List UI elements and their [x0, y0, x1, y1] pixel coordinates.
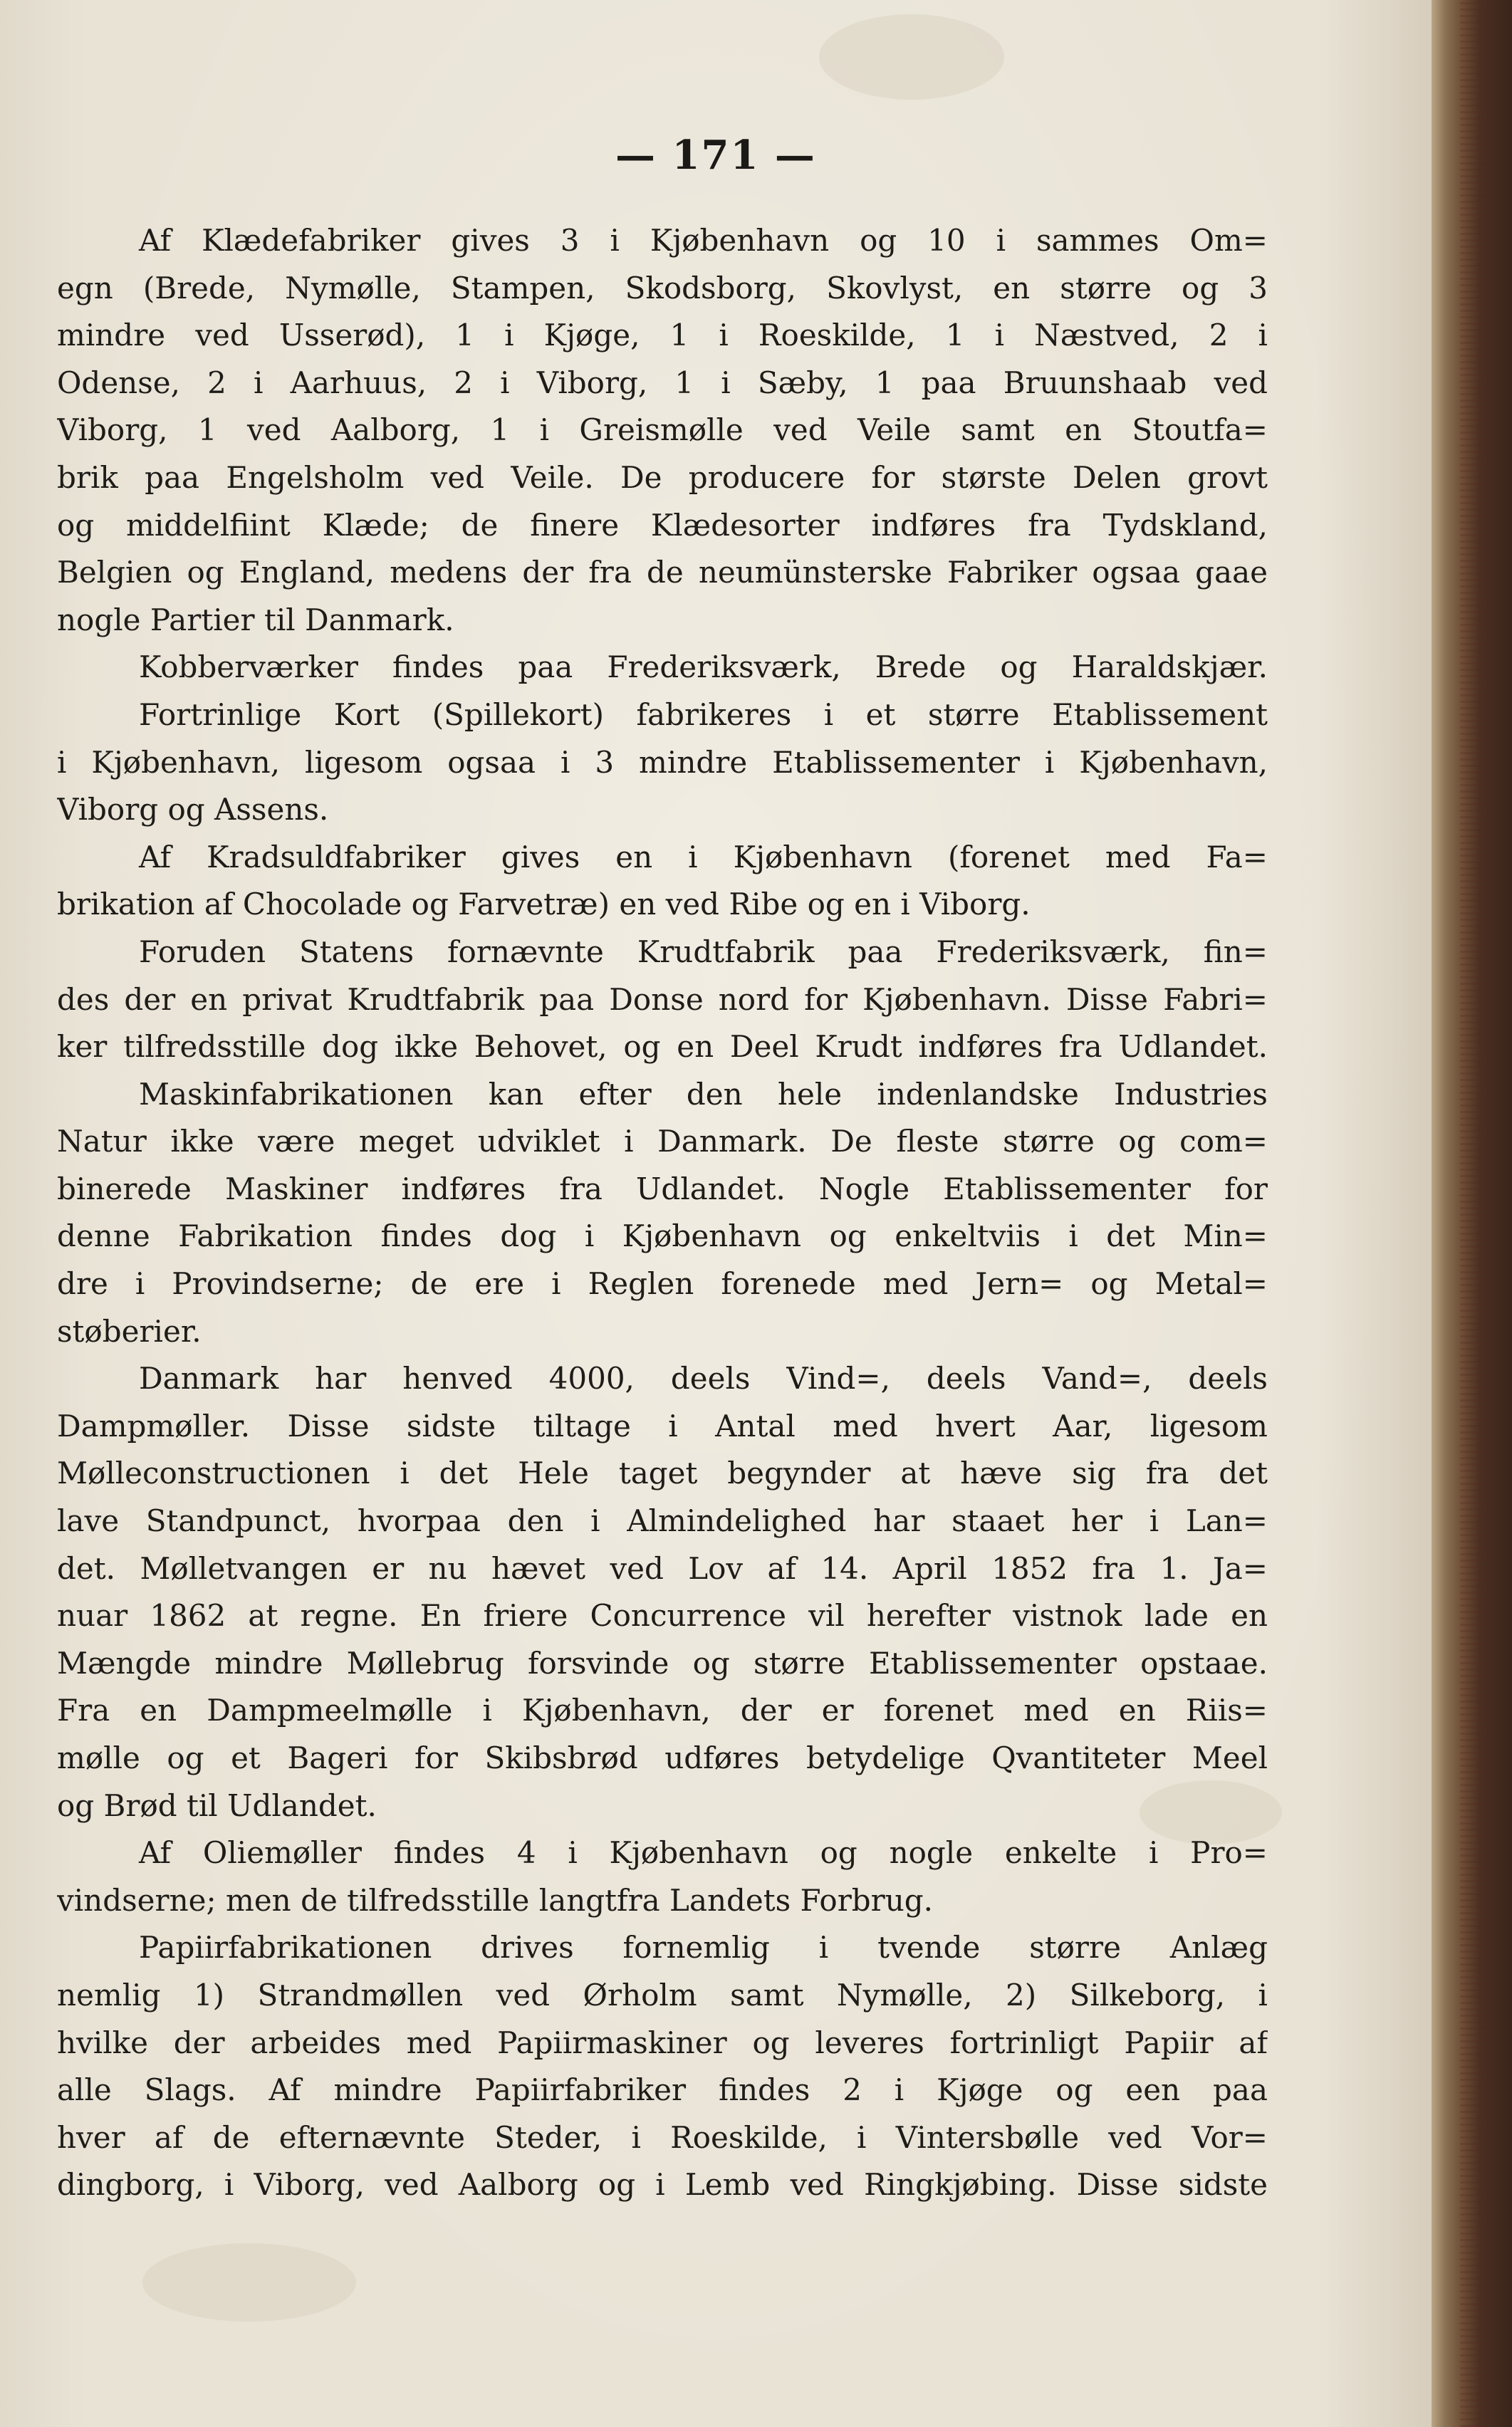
- text-line: Mølleconstructionen i det Hele taget begynder at hæve sig fra det: [57, 1456, 1268, 1491]
- text-line: Af Klædefabriker gives 3 i Kjøbenhavn og 10 i sammes Om=: [139, 223, 1268, 258]
- paper-stain: [142, 2243, 356, 2322]
- text-line: Af Oliemøller findes 4 i Kjøbenhavn og nogle enkelte i Pro=: [139, 1835, 1268, 1871]
- text-line: Odense, 2 i Aarhuus, 2 i Viborg, 1 i Sæby, 1 paa Bruunshaab ved: [57, 365, 1268, 400]
- text-line: nemlig 1) Strandmøllen ved Ørholm samt Nymølle, 2) Silkeborg, i: [57, 1977, 1268, 2013]
- page-number: — 171 —: [615, 132, 816, 179]
- text-line: og middelfiint Klæde; de finere Klædesorter indføres fra Tydskland,: [57, 507, 1268, 543]
- text-line: nogle Partier til Danmark.: [57, 602, 454, 637]
- text-line: Fortrinlige Kort (Spillekort) fabrikeres i et større Etablissement: [139, 696, 1268, 732]
- text-line: egn (Brede, Nymølle, Stampen, Skodsborg, Skovlyst, en større og 3: [57, 270, 1268, 306]
- text-line: i Kjøbenhavn, ligesom ogsaa i 3 mindre Etablissementer i Kjøbenhavn,: [57, 744, 1268, 780]
- text-line: ker tilfredsstille dog ikke Behovet, og en Deel Krudt indføres fra Udlandet.: [57, 1029, 1268, 1065]
- text-line: vindserne; men de tilfredsstille langtfra Landets Forbrug.: [57, 1882, 934, 1918]
- text-line: Belgien og England, medens der fra de neumünsterske Fabriker ogsaa gaae: [57, 555, 1268, 590]
- text-line: det. Mølletvangen er nu hævet ved Lov af 14. April 1852 fra 1. Ja=: [57, 1550, 1268, 1586]
- text-line: Af Kradsuldfabriker gives en i Kjøbenhavn (forenet med Fa=: [139, 839, 1268, 875]
- text-line: hver af de efternævnte Steder, i Roeskilde, i Vintersbølle ved Vor=: [57, 2119, 1268, 2155]
- paper-stain: [819, 14, 1004, 100]
- page-edges: [1460, 0, 1486, 2427]
- text-line: des der en privat Krudtfabrik paa Donse nord for Kjøbenhavn. Disse Fabri=: [57, 981, 1268, 1017]
- text-line: Danmark har henved 4000, deels Vind=, deels Vand=, deels: [139, 1361, 1268, 1397]
- text-line: Papiirfabrikationen drives fornemlig i tvende større Anlæg: [139, 1930, 1268, 1966]
- text-line: binerede Maskiner indføres fra Udlandet. Nogle Etablissementer for: [57, 1171, 1268, 1206]
- text-line: lave Standpunct, hvorpaa den i Almindelighed har staaet her i Lan=: [57, 1503, 1268, 1539]
- text-line: Foruden Statens fornævnte Krudtfabrik paa Frederiksværk, fin=: [139, 934, 1268, 969]
- text-line: brik paa Engelsholm ved Veile. De producere for største Delen grovt: [57, 459, 1268, 495]
- text-line: nuar 1862 at regne. En friere Concurrence vil herefter vistnok lade en: [57, 1598, 1268, 1634]
- text-line: dre i Provindserne; de ere i Reglen forenede med Jern= og Metal=: [57, 1266, 1268, 1302]
- text-line: Viborg og Assens.: [57, 792, 329, 828]
- text-line: Kobberværker findes paa Frederiksværk, Brede og Haraldskjær.: [139, 649, 1268, 685]
- text-line: mindre ved Usserød), 1 i Kjøge, 1 i Roeskilde, 1 i Næstved, 2 i: [57, 318, 1268, 353]
- text-line: og Brød til Udlandet.: [57, 1787, 377, 1823]
- text-line: alle Slags. Af mindre Papiirfabriker findes 2 i Kjøge og een paa: [57, 2072, 1268, 2108]
- text-line: denne Fabrikation findes dog i Kjøbenhavn og enkeltviis i det Min=: [57, 1218, 1268, 1254]
- text-line: Fra en Dampmeelmølle i Kjøbenhavn, der er forenet med en Riis=: [57, 1693, 1268, 1728]
- text-line: brikation af Chocolade og Farvetræ) en ved Ribe og en i Viborg.: [57, 887, 1031, 922]
- text-line: mølle og et Bageri for Skibsbrød udføres betydelige Qvantiteter Meel: [57, 1740, 1268, 1775]
- text-line: Natur ikke være meget udviklet i Danmark. De fleste større og com=: [57, 1124, 1268, 1159]
- text-line: hvilke der arbeides med Papiirmaskiner og leveres fortrinligt Papiir af: [57, 2025, 1268, 2060]
- text-line: Viborg, 1 ved Aalborg, 1 i Greismølle ved Veile samt en Stoutfa=: [57, 412, 1268, 448]
- text-line: Mængde mindre Møllebrug forsvinde og større Etablissementer opstaae.: [57, 1645, 1268, 1681]
- text-line: dingborg, i Viborg, ved Aalborg og i Lemb ved Ringkjøbing. Disse sidste: [57, 2167, 1268, 2203]
- body-text: [57, 217, 1268, 2209]
- text-line: støberier.: [57, 1313, 202, 1349]
- text-line: Dampmøller. Disse sidste tiltage i Antal med hvert Aar, ligesom: [57, 1408, 1268, 1444]
- text-line: Maskinfabrikationen kan efter den hele indenlandske Industries: [139, 1076, 1268, 1112]
